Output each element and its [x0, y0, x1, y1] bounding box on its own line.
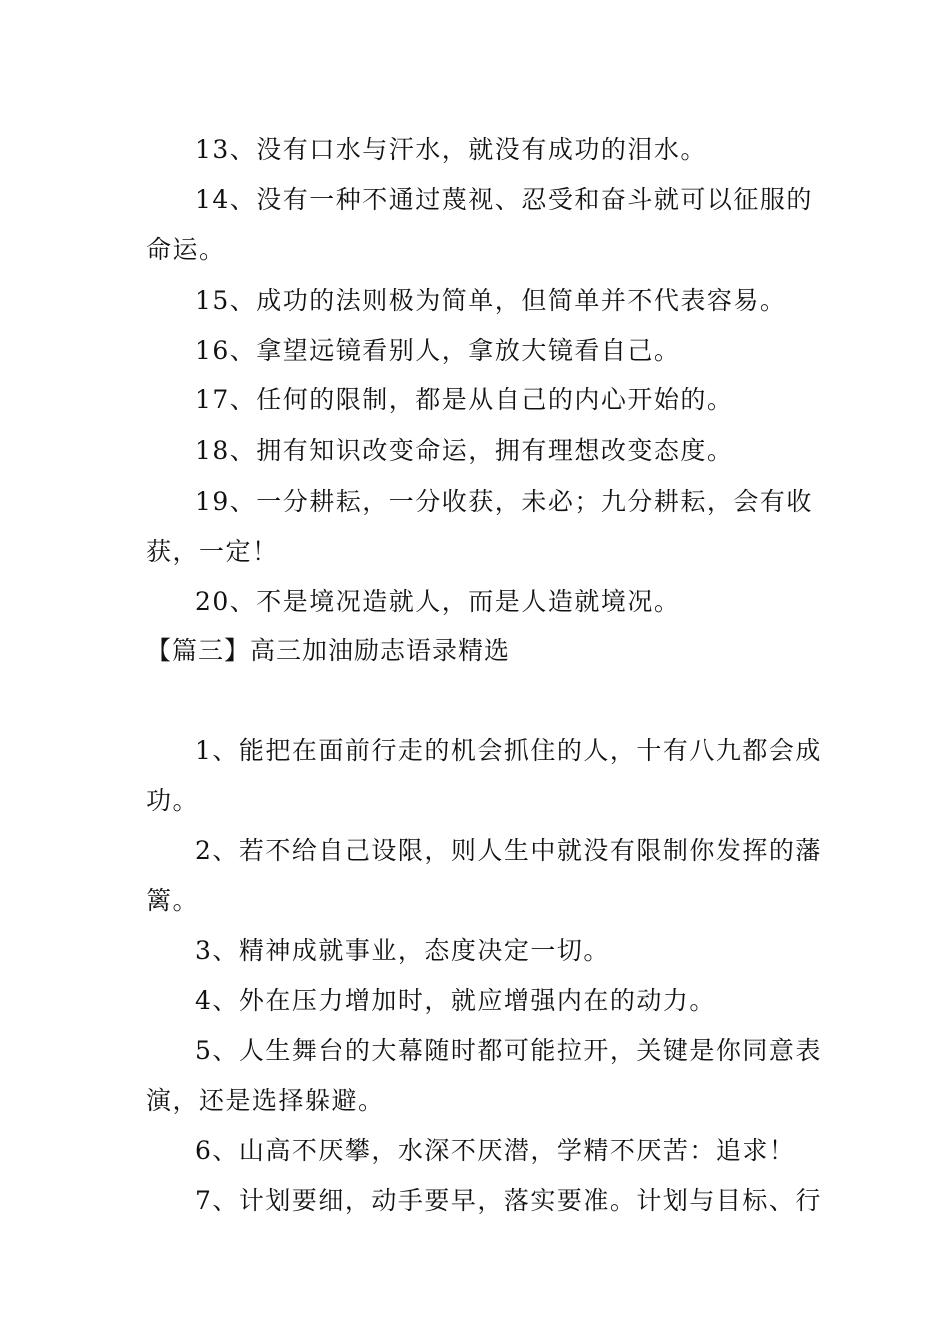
quote-20: 20、不是境况造就人，而是人造就境况。	[195, 587, 681, 616]
quote-13: 13、没有口水与汗水，就没有成功的泪水。	[195, 135, 707, 164]
quote-14-continued: 命运。	[146, 235, 226, 264]
quote-15: 15、成功的法则极为简单，但简单并不代表容易。	[195, 286, 787, 315]
section-heading: 【篇三】高三加油励志语录精选	[146, 636, 511, 665]
quote-b2: 2、若不给自己设限，则人生中就没有限制你发挥的藩	[195, 836, 822, 865]
quote-19-continued: 获，一定！	[146, 537, 279, 566]
quote-b5: 5、人生舞台的大幕随时都可能拉开，关键是你同意表	[195, 1036, 822, 1065]
quote-19: 19、一分耕耘，一分收获，未必；九分耕耘，会有收	[195, 487, 813, 516]
quote-b6: 6、山高不厌攀，水深不厌潜，学精不厌苦：追求！	[195, 1136, 796, 1165]
quote-b4: 4、外在压力增加时，就应增强内在的动力。	[195, 986, 716, 1015]
quote-b5-continued: 演，还是选择躲避。	[146, 1086, 385, 1115]
quote-17: 17、任何的限制，都是从自己的内心开始的。	[195, 385, 734, 414]
quote-b1-continued: 功。	[146, 786, 200, 815]
quote-16: 16、拿望远镜看别人，拿放大镜看自己。	[195, 336, 681, 365]
quote-b3: 3、精神成就事业，态度决定一切。	[195, 936, 610, 965]
quote-b2-continued: 篱。	[146, 886, 200, 915]
quote-18: 18、拥有知识改变命运，拥有理想改变态度。	[195, 436, 734, 465]
quote-b7: 7、计划要细，动手要早，落实要准。计划与目标、行	[195, 1186, 822, 1215]
quote-14: 14、没有一种不通过蔑视、忍受和奋斗就可以征服的	[195, 185, 813, 214]
quote-b1: 1、能把在面前行走的机会抓住的人，十有八九都会成	[195, 736, 822, 765]
